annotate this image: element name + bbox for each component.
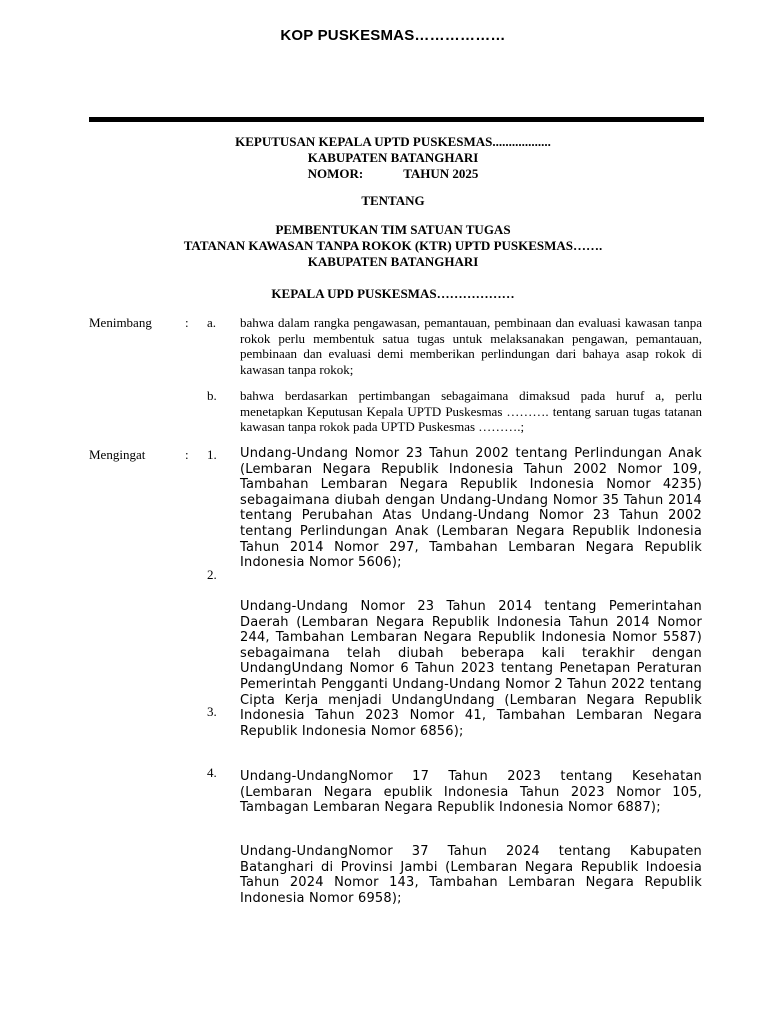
mengingat-item-text: Undang-Undang Nomor 23 Tahun 2014 tentang Pemerintahan Daerah (Lembaran Negara Republik Indonesia Tahun 2014 Nomor 244, Tambahan Lembaran Negara Republik Indonesia Nomor 5587) sebagaimana telah diubah beberapa kali terakhir dengan UndangUndang Nomor 6 Tahun 2023 tentang Penetapan Peraturan Pemerintah Pengganti Undang-Undang Nomor 2 Tahun 2022 tentang Cipta Kerja menjadi UndangUndang (Lembaran Negara Republik Indonesia Tahun 2023 Nomor 41, Tambahan Lembaran Negara Republik Indonesia Nomor 6856); [240, 599, 702, 739]
decree-subject [89, 222, 697, 270]
menimbang-item-text: bahwa berdasarkan pertimbangan sebagaimana dimaksud pada huruf a, perlu menetapkan Keputusan Kepala UPTD Puskesmas ………. tentang saruan tugas tatanan kawasan tanpa rokok pada UPTD Puskesmas ……….; [240, 388, 702, 434]
menimbang-item-marker: b. [207, 388, 217, 403]
decree-number-label: NOMOR: [307, 166, 364, 181]
mengingat-item-marker: 1. [207, 447, 217, 462]
menimbang-label: Menimbang [89, 315, 152, 330]
mengingat-item-text: Undang-UndangNomor 17 Tahun 2023 tentang Kesehatan (Lembaran Negara epublik Indonesia Tahun 2023 Nomor 105, Tambagan Lembaran Negara Republik Indonesia Nomor 6887); [240, 769, 702, 816]
decree-subject-line3: KABUPATEN BATANGHARI [307, 254, 479, 269]
mengingat-colon: : [185, 447, 189, 462]
mengingat-item-marker: 4. [207, 765, 217, 780]
mengingat-item-text: Undang-UndangNomor 37 Tahun 2024 tentang Kabupaten Batanghari di Provinsi Jambi (Lembaran Negara Republik Indoesia Tahun 2024 Nomor 143, Tambahan Lembaran Negara Republik Indonesia Nomor 6958); [240, 844, 702, 906]
menimbang-item-marker: a. [207, 315, 217, 330]
decree-subject-line1: PEMBENTUKAN TIM SATUAN TUGAS [275, 222, 511, 237]
menimbang-colon: : [185, 315, 189, 330]
decree-number-line [89, 166, 697, 182]
mengingat-label: Mengingat [89, 447, 146, 462]
menimbang-item-text: bahwa dalam rangka pengawasan, pemantauan, pembinaan dan evaluasi kawasan tanpa rokok perlu membentuk satua tugas untuk melaksanakan pengawan, pemantauan, pembinaan dan evaluasi demi memberikan perlindungan dari bahaya asap rokok di kawasan tanpa rokok; [240, 315, 702, 377]
decree-title-line1: KEPUTUSAN KEPALA UPTD PUSKESMAS.................. [235, 134, 551, 149]
decree-subject-line2: TATANAN KAWASAN TANPA ROKOK (KTR) UPTD PUSKESMAS……. [183, 238, 603, 253]
letterhead-title: KOP PUSKESMAS……………… [280, 27, 506, 44]
letterhead-rule [89, 117, 704, 122]
mengingat-item-marker: 2. [207, 567, 217, 582]
mengingat-item-marker: 3. [207, 704, 217, 719]
decree-year: TAHUN 2025 [403, 166, 479, 181]
decree-title-line2: KABUPATEN BATANGHARI [307, 150, 479, 165]
tentang-heading: TENTANG [361, 193, 425, 208]
decree-header [89, 134, 697, 182]
mengingat-item-text: Undang-Undang Nomor 23 Tahun 2002 tentang Perlindungan Anak (Lembaran Negara Republik Indonesia Tahun 2002 Nomor 109, Tambahan Lembaran Negara Republik Indonesia Nomor 4235) sebagaimana diubah dengan Undang-Undang Nomor 35 Tahun 2014 tentang Perubahan Atas Undang-Undang Nomor 23 Tahun 2002 tentang Perlindungan Anak (Lembaran Negara Republik Indonesia Tahun 2014 Nomor 297, Tambahan Lembaran Negara Republik Indonesia Nomor 5606); [240, 446, 702, 571]
issuer-heading: KEPALA UPD PUSKESMAS……………… [271, 286, 515, 301]
